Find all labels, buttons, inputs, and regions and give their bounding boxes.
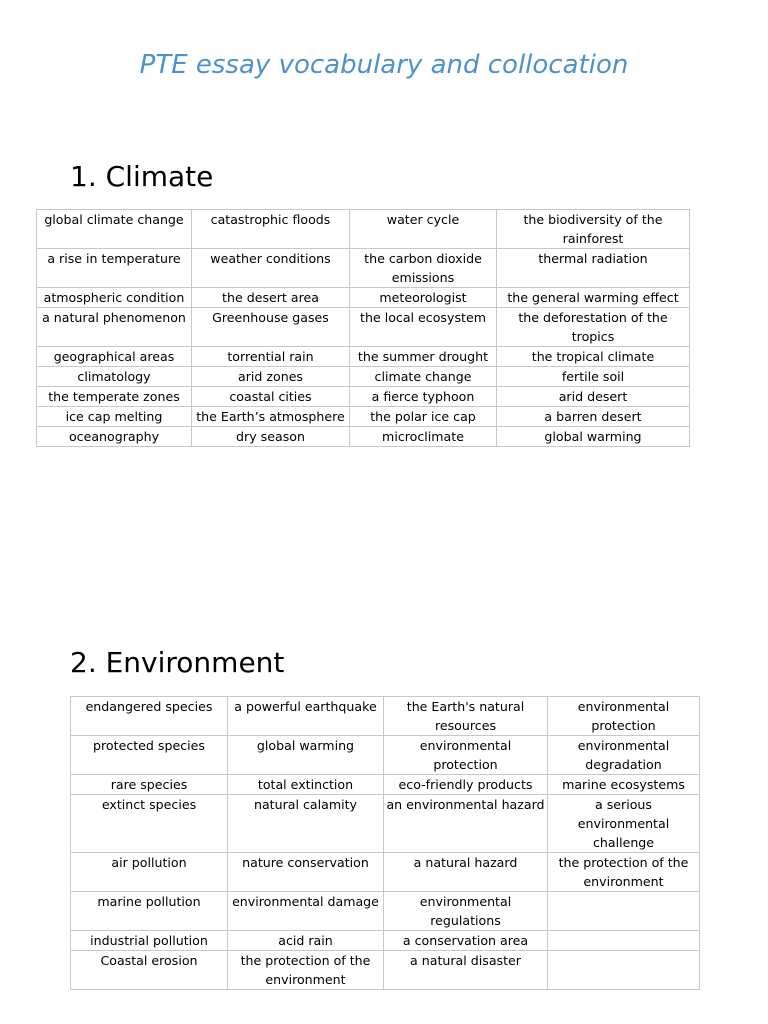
table-cell (548, 931, 700, 951)
table-row (71, 853, 700, 892)
table-cell: the summer drought (350, 347, 497, 367)
table-cell (548, 951, 700, 990)
table-cell: a fierce typhoon (350, 387, 497, 407)
table-cell: a serious environmental challenge (548, 795, 700, 853)
table-cell: marine pollution (71, 892, 228, 931)
table-cell: dry season (192, 427, 350, 447)
table-cell: thermal radiation (497, 249, 690, 288)
table-cell: total extinction (228, 775, 384, 795)
table-cell: Greenhouse gases (192, 308, 350, 347)
table-cell: meteorologist (350, 288, 497, 308)
table-row (37, 288, 690, 308)
table-cell: ice cap melting (37, 407, 192, 427)
table-cell: climate change (350, 367, 497, 387)
table-cell: the biodiversity of the rainforest (497, 210, 690, 249)
table-cell: a powerful earthquake (228, 697, 384, 736)
table-cell: catastrophic floods (192, 210, 350, 249)
table-cell: arid desert (497, 387, 690, 407)
table-row (71, 697, 700, 736)
table-cell: a conservation area (384, 931, 548, 951)
table-row (37, 210, 690, 249)
table-cell: environmental damage (228, 892, 384, 931)
table-cell: a natural phenomenon (37, 308, 192, 347)
table-cell: the general warming effect (497, 288, 690, 308)
table-cell: environmental protection (548, 697, 700, 736)
table-cell: environmental protection (384, 736, 548, 775)
table-cell: acid rain (228, 931, 384, 951)
table-cell: air pollution (71, 853, 228, 892)
section-heading-climate: 1. Climate (70, 160, 214, 193)
table-cell: global warming (228, 736, 384, 775)
page-title: PTE essay vocabulary and collocation (139, 50, 629, 80)
table-cell: global warming (497, 427, 690, 447)
table-cell: a natural disaster (384, 951, 548, 990)
table-row (71, 931, 700, 951)
environment-vocabulary-table (70, 696, 700, 990)
table-cell: global climate change (37, 210, 192, 249)
table-cell: microclimate (350, 427, 497, 447)
table-cell: endangered species (71, 697, 228, 736)
table-row (71, 795, 700, 853)
table-cell: environmental regulations (384, 892, 548, 931)
table-row (37, 427, 690, 447)
table-cell: the desert area (192, 288, 350, 308)
table-cell: protected species (71, 736, 228, 775)
table-cell: the temperate zones (37, 387, 192, 407)
table-cell: water cycle (350, 210, 497, 249)
table-row (37, 367, 690, 387)
table-cell: the deforestation of the tropics (497, 308, 690, 347)
table-row (71, 892, 700, 931)
table-cell: coastal cities (192, 387, 350, 407)
table-row (71, 736, 700, 775)
table-cell: Coastal erosion (71, 951, 228, 990)
table-cell: the tropical climate (497, 347, 690, 367)
table-cell: natural calamity (228, 795, 384, 853)
table-row (71, 775, 700, 795)
table-cell: atmospheric condition (37, 288, 192, 308)
table-cell: an environmental hazard (384, 795, 548, 853)
table-cell: the Earth’s atmosphere (192, 407, 350, 427)
climate-vocabulary-table (36, 209, 690, 447)
table-cell: weather conditions (192, 249, 350, 288)
table-cell: rare species (71, 775, 228, 795)
table-cell: a rise in temperature (37, 249, 192, 288)
table-cell: a barren desert (497, 407, 690, 427)
table-row (37, 387, 690, 407)
table-row (37, 407, 690, 427)
table-cell: the protection of the environment (548, 853, 700, 892)
table-cell: geographical areas (37, 347, 192, 367)
table-cell: environmental degradation (548, 736, 700, 775)
table-cell: fertile soil (497, 367, 690, 387)
table-row (71, 951, 700, 990)
section-heading-environment: 2. Environment (70, 646, 285, 679)
table-cell: the polar ice cap (350, 407, 497, 427)
table-cell: industrial pollution (71, 931, 228, 951)
table-cell: the local ecosystem (350, 308, 497, 347)
table-row (37, 308, 690, 347)
table-cell: extinct species (71, 795, 228, 853)
table-row (37, 249, 690, 288)
table-row (37, 347, 690, 367)
table-cell: oceanography (37, 427, 192, 447)
table-cell: eco-friendly products (384, 775, 548, 795)
table-cell: torrential rain (192, 347, 350, 367)
table-cell: the Earth's natural resources (384, 697, 548, 736)
table-cell: arid zones (192, 367, 350, 387)
table-cell (548, 892, 700, 931)
table-cell: nature conservation (228, 853, 384, 892)
table-cell: the carbon dioxide emissions (350, 249, 497, 288)
table-cell: the protection of the environment (228, 951, 384, 990)
table-cell: climatology (37, 367, 192, 387)
table-cell: a natural hazard (384, 853, 548, 892)
table-cell: marine ecosystems (548, 775, 700, 795)
